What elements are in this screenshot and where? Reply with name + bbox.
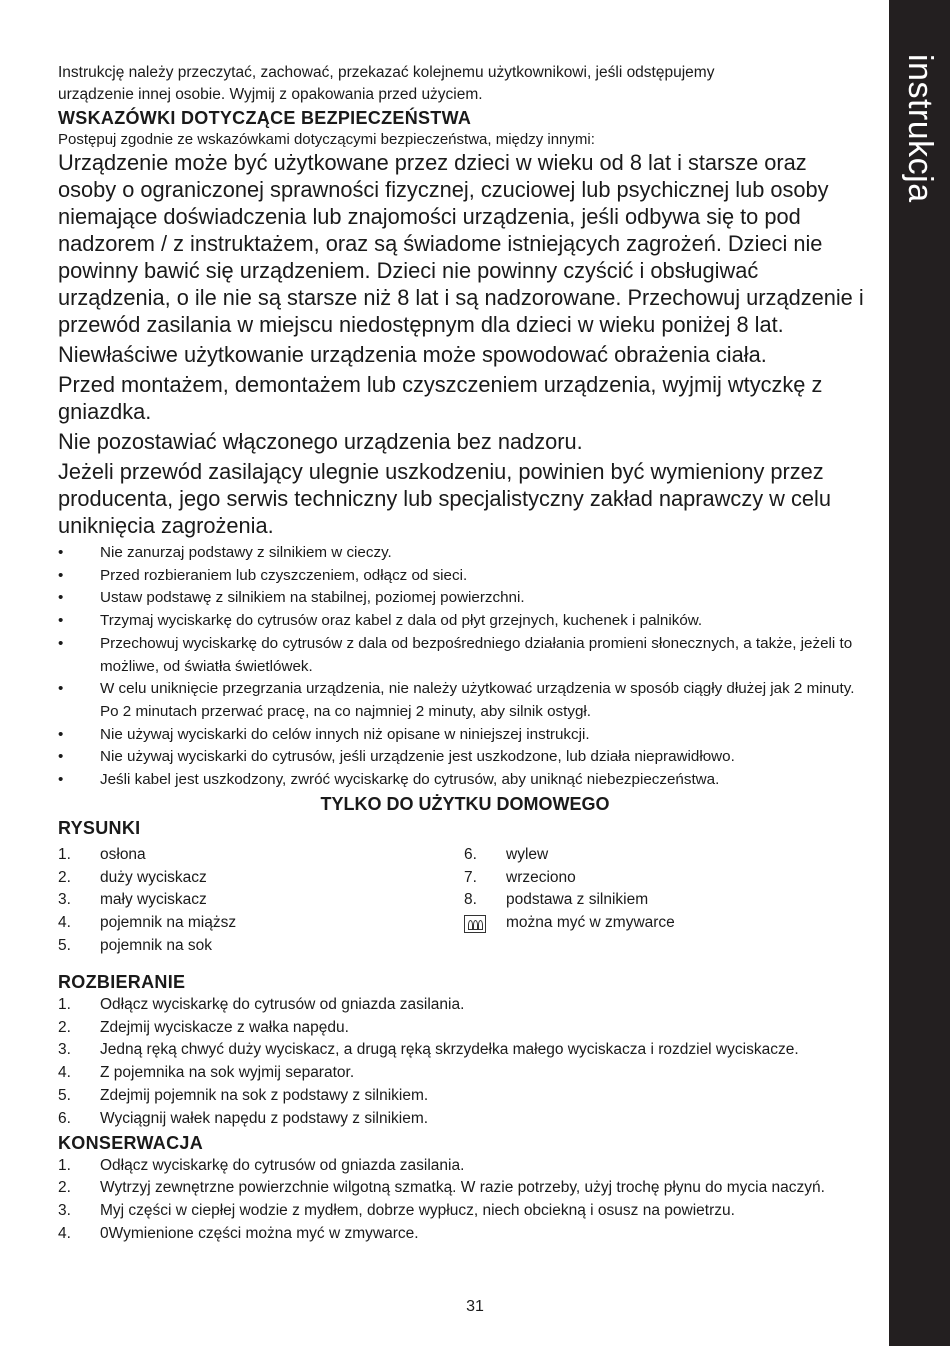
page-number: 31	[466, 1298, 484, 1315]
figure-item	[58, 889, 464, 912]
step-text: Z pojemnika na sok wyjmij separator.	[100, 1064, 355, 1082]
disassembly-step	[58, 994, 870, 1017]
figure-item	[58, 844, 464, 867]
disassembly-step	[58, 1039, 870, 1062]
safety-bullet: • W celu uniknięcie przegrzania urządzenia, nie należy użytkować urządzenia w sposób ciągły dłużej jak 2 minuty. Po 2 minutach przerwać pracę, na co najmniej 2 minuty, aby silnik ostygł.	[58, 678, 870, 723]
dishwasher-label: można myć w zmywarce	[506, 914, 675, 932]
safety-paragraph: Jeżeli przewód zasilający ulegnie uszkodzeniu, powinien być wymieniony przez producenta, jego serwis techniczny lub specjalistyczny zakład naprawczy w celu uniknięcia zagrożenia.	[58, 459, 831, 538]
figure-label: osłona	[100, 845, 146, 863]
disassembly-heading: ROZBIERANIE	[58, 971, 186, 992]
safety-bullet: • Trzymaj wyciskarkę do cytrusów oraz kabel z dala od płyt grzejnych, kuchenek i palników.	[58, 610, 870, 633]
figure-item	[58, 912, 464, 935]
figure-number: 1.	[58, 845, 71, 863]
figure-number: 7.	[464, 868, 477, 886]
domestic-use-notice: TYLKO DO UŻYTKU DOMOWEGO	[320, 793, 610, 814]
step-number: 6.	[58, 1109, 71, 1127]
safety-bullet: • Przed rozbieraniem lub czyszczeniem, odłącz od sieci.	[58, 565, 870, 588]
disassembly-step	[58, 1108, 870, 1131]
step-number: 1.	[58, 995, 71, 1013]
step-text: Odłącz wyciskarkę do cytrusów od gniazda zasilania.	[100, 1156, 465, 1174]
step-text: Wytrzyj zewnętrzne powierzchnie wilgotną szmatką. W razie potrzeby, użyj trochę płynu do mycia naczyń.	[100, 1179, 825, 1197]
safety-bullet: • Ustaw podstawę z silnikiem na stabilnej, poziomej powierzchni.	[58, 587, 870, 610]
sidebar-title: instrukcja	[901, 54, 939, 203]
step-text: Myj części w ciepłej wodzie z mydłem, dobrze wypłucz, niech obciekną i osusz na powietrzu.	[100, 1202, 735, 1220]
figure-number: 5.	[58, 936, 71, 954]
step-number: 5.	[58, 1086, 71, 1104]
safety-paragraph: Urządzenie może być użytkowane przez dzieci w wieku od 8 lat i starsze oraz osoby o ograniczonej sprawności fizycznej, czuciowej lub psychicznej lub osoby niemające doświadczenia lub znajomości urządzenia, jeśli odbywa się to pod nadzorem / z instruktażem, oraz są świadome istniejących zagrożeń. Dzieci nie powinny bawić się urządzeniem. Dzieci nie powinny czyścić i obsługiwać urządzenia, o ile nie są starsze niż 8 lat i są nadzorowane. Przechowuj urządzenie i przewód zasilania w miejscu niedostępnym dla dzieci w wieku poniżej 8 lat.	[58, 150, 864, 337]
disassembly-steps	[58, 994, 870, 1131]
safety-bullet: • Nie używaj wyciskarki do cytrusów, jeśli urządzenie jest uszkodzone, lub działa nieprawidłowo.	[58, 746, 870, 769]
figures-list	[58, 844, 870, 958]
figure-item	[58, 867, 464, 890]
disassembly-step	[58, 1062, 870, 1085]
figure-item	[464, 844, 870, 867]
maintenance-heading: KONSERWACJA	[58, 1132, 203, 1153]
step-number: 4.	[58, 1224, 71, 1242]
maintenance-step	[58, 1200, 870, 1223]
figures-column-left	[58, 844, 464, 958]
figure-item	[464, 867, 870, 890]
step-text: Zdejmij pojemnik na sok z podstawy z silnikiem.	[100, 1086, 429, 1104]
maintenance-step	[58, 1155, 870, 1178]
safety-bullet: • Nie używaj wyciskarki do celów innych niż opisane w niniejszej instrukcji.	[58, 724, 870, 747]
figure-label: mały wyciskacz	[100, 891, 207, 909]
step-number: 2.	[58, 1018, 71, 1036]
figure-number: 6.	[464, 845, 477, 863]
figures-column-right	[464, 844, 870, 958]
maintenance-steps	[58, 1155, 870, 1246]
step-number: 3.	[58, 1041, 71, 1059]
step-text: Jedną ręką chwyć duży wyciskacz, a drugą ręką skrzydełka małego wyciskacza i rozdziel wyciskacze.	[100, 1041, 799, 1059]
safety-paragraph: Nie pozostawiać włączonego urządzenia bez nadzoru.	[58, 429, 583, 454]
step-number: 2.	[58, 1179, 71, 1197]
figure-item	[464, 889, 870, 912]
figure-label: wylew	[506, 845, 549, 863]
step-number: 1.	[58, 1156, 71, 1174]
figures-heading: RYSUNKI	[58, 817, 141, 838]
figure-label: pojemnik na miąższ	[100, 914, 237, 932]
page-content	[58, 62, 870, 1246]
safety-paragraph: Przed montażem, demontażem lub czyszczeniem urządzenia, wyjmij wtyczkę z gniazdka.	[58, 372, 823, 424]
figure-item	[58, 935, 464, 958]
safety-subheading: Postępuj zgodnie ze wskazówkami dotyczącymi bezpieczeństwa, między innymi:	[58, 131, 595, 148]
step-number: 4.	[58, 1064, 71, 1082]
figure-number: 4.	[58, 914, 71, 932]
safety-heading: WSKAZÓWKI DOTYCZĄCE BEZPIECZEŃSTWA	[58, 108, 472, 128]
disassembly-step	[58, 1085, 870, 1108]
figure-label: duży wyciskacz	[100, 868, 207, 886]
safety-bullet: • Jeśli kabel jest uszkodzony, zwróć wyciskarkę do cytrusów, aby uniknąć niebezpieczeństwa.	[58, 769, 870, 792]
dishwasher-note	[464, 912, 870, 935]
step-text: Odłącz wyciskarkę do cytrusów od gniazda zasilania.	[100, 995, 465, 1013]
maintenance-step	[58, 1223, 870, 1246]
step-text: 0Wymienione części można myć w zmywarce.	[100, 1224, 419, 1242]
safety-bullet: • Przechowuj wyciskarkę do cytrusów z dala od bezpośredniego działania promieni słonecznych, a także, jeżeli to możliwe, od światła świetlówek.	[58, 633, 870, 678]
safety-paragraph: Niewłaściwe użytkowanie urządzenia może spowodować obrażenia ciała.	[58, 342, 767, 367]
figure-label: wrzeciono	[506, 868, 576, 886]
step-text: Zdejmij wyciskacze z wałka napędu.	[100, 1018, 349, 1036]
disassembly-step	[58, 1017, 870, 1040]
maintenance-step	[58, 1177, 870, 1200]
intro-line: urządzenie innej osobie. Wyjmij z opakowania przed użyciem.	[58, 86, 483, 103]
safety-bullet-list	[58, 542, 870, 792]
dishwasher-icon	[464, 915, 486, 933]
sidebar-band	[889, 0, 950, 1346]
safety-bullet: • Nie zanurzaj podstawy z silnikiem w cieczy.	[58, 542, 870, 565]
step-number: 3.	[58, 1202, 71, 1220]
intro-line: Instrukcję należy przeczytać, zachować, przekazać kolejnemu użytkownikowi, jeśli odstępujemy	[58, 64, 715, 81]
figure-number: 2.	[58, 868, 71, 886]
figure-label: pojemnik na sok	[100, 936, 213, 954]
figure-label: podstawa z silnikiem	[506, 891, 649, 909]
figure-number: 3.	[58, 891, 71, 909]
figure-number: 8.	[464, 891, 477, 909]
step-text: Wyciągnij wałek napędu z podstawy z silnikiem.	[100, 1109, 429, 1127]
